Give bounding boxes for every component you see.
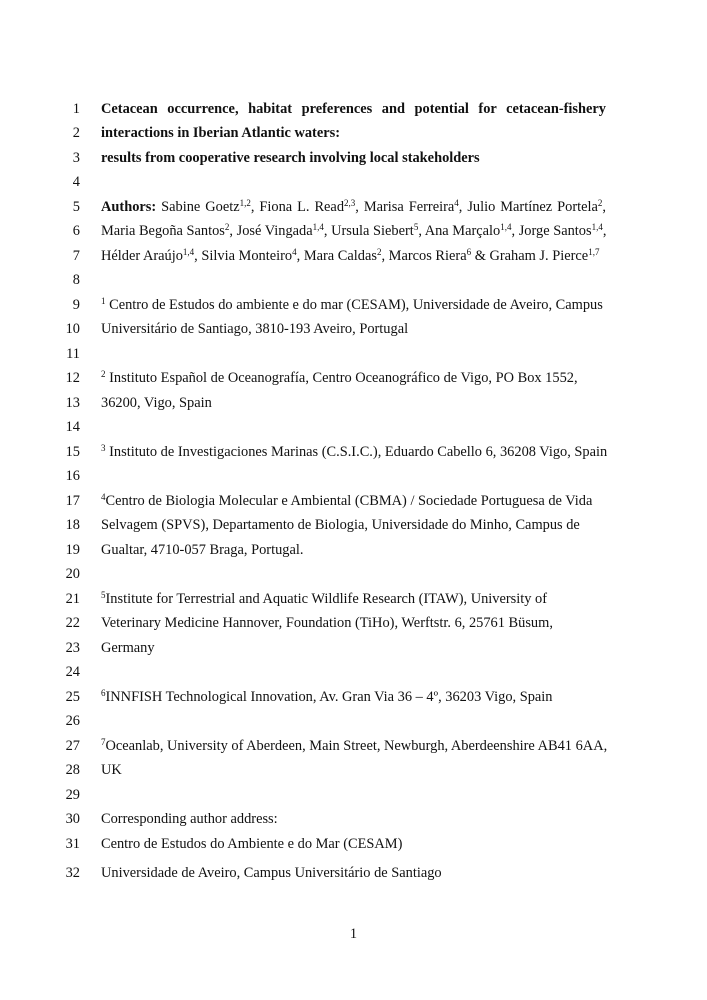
line-number: 14 <box>65 419 80 435</box>
author-affiliation: 2,3 <box>344 198 356 208</box>
line-number: 30 <box>65 811 80 827</box>
line-number: 24 <box>65 664 80 680</box>
line-15 <box>0 441 707 463</box>
line-number: 2 <box>72 125 80 141</box>
line-7 <box>0 245 707 267</box>
affiliation-6-line-1: $^6$INNFISH Technological Innovation, Av. Gran Via 36 – 4º, 36203 Vigo, Spain <box>101 688 553 705</box>
author-affiliation: 2 <box>597 198 603 208</box>
affiliation-1-line-1: $^1$ Centro de Estudos do ambiente e do mar (CESAM), Universidade de Aveiro, Campus <box>101 296 603 313</box>
author-affiliation: 4 <box>454 198 459 208</box>
author-affiliation: 4 <box>292 247 297 257</box>
affiliation-2-line-1: $^2$ Instituto Español de Oceanografía, Centro Oceanográfico de Vigo, PO Box 1552, <box>101 369 578 386</box>
line-29 <box>0 784 707 806</box>
line-23 <box>0 637 707 659</box>
affiliation-7-line-1: $^7$Oceanlab, University of Aberdeen, Main Street, Newburgh, Aberdeenshire AB41 6AA, <box>101 737 608 754</box>
line-number: 7 <box>72 248 80 264</box>
line-number: 8 <box>72 272 80 288</box>
author-name: Marcos Riera <box>388 248 467 264</box>
line-19 <box>0 539 707 561</box>
affiliation-number: 7 <box>101 737 106 747</box>
line-3 <box>0 147 707 169</box>
affiliation-number: 3 <box>101 443 106 453</box>
line-number: 15 <box>65 444 80 460</box>
affiliation-number: 4 <box>101 492 106 502</box>
author-name: Ursula Siebert <box>331 223 414 239</box>
line-number: 6 <box>72 223 80 239</box>
affiliation-5-line-1: $^5$Institute for Terrestrial and Aquatic Wildlife Research (ITAW), University of <box>101 590 548 607</box>
author-name: Maria Begoña Santos <box>101 223 225 239</box>
line-number: 22 <box>65 615 80 631</box>
affiliation-4-line-2: Selvagem (SPVS), Departamento de Biologia, Universidade do Minho, Campus de <box>101 517 580 533</box>
line-number: 11 <box>66 346 80 362</box>
author-affiliation: 2 <box>376 247 382 257</box>
author-name: Julio Martínez Portela <box>467 199 598 215</box>
line-5 <box>0 196 707 218</box>
line-2 <box>0 122 707 144</box>
line-9 <box>0 294 707 316</box>
title-line-1: Cetacean occurrence, habitat preferences and potential for cetacean-fishery <box>101 101 606 117</box>
line-number: 12 <box>65 370 80 386</box>
author-affiliation: 1,2 <box>239 198 251 208</box>
affiliation-2-line-2: 36200, Vigo, Spain <box>101 395 212 411</box>
author-name: Silvia Monteiro <box>201 248 293 264</box>
line-14 <box>0 416 707 438</box>
line-12 <box>0 367 707 389</box>
line-number: 25 <box>65 689 80 705</box>
line-13 <box>0 392 707 414</box>
authors-line-3: Hélder Araújo$^{1,4}$, Silvia Monteiro$^4$, Mara Caldas$^2$, Marcos Riera$^6$ & Graham J. Pierce$^{1,7}$ <box>101 247 600 264</box>
line-8 <box>0 269 707 291</box>
affiliation-1-line-2: Universitário de Santiago, 3810-193 Aveiro, Portugal <box>101 321 409 337</box>
line-number: 23 <box>65 640 80 656</box>
line-number: 4 <box>72 174 80 190</box>
line-22 <box>0 612 707 634</box>
line-20 <box>0 563 707 585</box>
author-name: Marisa Ferreira <box>363 199 455 215</box>
author-name: Fiona L. Read <box>259 199 345 215</box>
author-name: Jorge Santos <box>518 223 592 239</box>
affiliation-5-line-3: Germany <box>101 640 155 656</box>
author-name: Graham J. Pierce <box>489 248 589 264</box>
author-name: José Vingada <box>236 223 313 239</box>
corresponding-line-2: Universidade de Aveiro, Campus Universitário de Santiago <box>101 865 442 881</box>
line-27 <box>0 735 707 757</box>
title-line-2: interactions in Iberian Atlantic waters: <box>101 125 341 141</box>
affiliation-4-line-1: $^4$Centro de Biologia Molecular e Ambiental (CBMA) / Sociedade Portuguesa de Vida <box>101 492 593 509</box>
authors-line-1: Authors: Sabine Goetz$^{1,2}$, Fiona L. Read$^{2,3}$, Marisa Ferreira$^4$, Julio Martínez Portela$^2$, <box>101 198 606 215</box>
line-11 <box>0 343 707 365</box>
line-24 <box>0 661 707 683</box>
line-number: 27 <box>65 738 80 754</box>
affiliation-number: 2 <box>101 369 106 379</box>
line-31 <box>0 833 707 855</box>
authors-line-2: Maria Begoña Santos$^2$, José Vingada$^{1,4}$, Ursula Siebert$^5$, Ana Marçalo$^{1,4}$, Jorge Santos$^{1,4}$, <box>101 222 607 239</box>
author-name: Ana Marçalo <box>424 223 501 239</box>
line-21 <box>0 588 707 610</box>
affiliation-5-line-2: Veterinary Medicine Hannover, Foundation (TiHo), Werftstr. 6, 25761 Büsum, <box>101 615 553 631</box>
author-affiliation: 1,4 <box>591 222 603 232</box>
line-number: 19 <box>65 542 80 558</box>
line-number: 28 <box>65 762 80 778</box>
line-number: 29 <box>65 787 80 803</box>
author-affiliation: 6 <box>466 247 472 257</box>
line-25 <box>0 686 707 708</box>
line-number: 3 <box>72 150 80 166</box>
line-number: 17 <box>65 493 80 509</box>
author-name: Sabine Goetz <box>161 199 240 215</box>
authors-label: Authors: <box>101 199 157 215</box>
title-line-3: results from cooperative research involving local stakeholders <box>101 150 480 166</box>
affiliation-number: 5 <box>101 590 106 600</box>
line-number: 32 <box>65 865 80 881</box>
line-4 <box>0 171 707 193</box>
line-16 <box>0 465 707 487</box>
author-name: Hélder Araújo <box>101 248 183 264</box>
line-10 <box>0 318 707 340</box>
line-number: 18 <box>65 517 80 533</box>
line-number: 31 <box>65 836 80 852</box>
line-30 <box>0 808 707 830</box>
line-number: 26 <box>65 713 80 729</box>
line-number: 1 <box>72 101 80 117</box>
author-affiliation: 1,4 <box>500 222 512 232</box>
line-28 <box>0 759 707 781</box>
author-affiliation: 5 <box>413 222 419 232</box>
corresponding-line-1: Centro de Estudos do Ambiente e do Mar (CESAM) <box>101 836 403 852</box>
affiliation-4-line-3: Gualtar, 4710-057 Braga, Portugal. <box>101 542 304 558</box>
line-number: 9 <box>72 297 80 313</box>
line-18 <box>0 514 707 536</box>
author-affiliation: 1,4 <box>312 222 324 232</box>
line-number: 5 <box>72 199 80 215</box>
corresponding-heading: Corresponding author address: <box>101 811 278 827</box>
affiliation-7-line-2: UK <box>101 762 122 778</box>
line-1 <box>0 98 707 120</box>
line-number: 10 <box>65 321 80 337</box>
affiliation-number: 6 <box>101 688 106 698</box>
author-affiliation: 2 <box>224 222 230 232</box>
line-number: 21 <box>65 591 80 607</box>
author-affiliation: 1,4 <box>182 247 195 257</box>
line-17 <box>0 490 707 512</box>
line-32 <box>0 862 707 884</box>
line-number: 16 <box>65 468 80 484</box>
line-number: 13 <box>65 395 80 411</box>
line-number: 20 <box>65 566 80 582</box>
affiliation-number: 1 <box>101 296 106 306</box>
page-number: 1 <box>349 926 358 942</box>
line-26 <box>0 710 707 732</box>
line-6 <box>0 220 707 242</box>
author-name: Mara Caldas <box>303 248 377 264</box>
author-affiliation: 1,7 <box>588 247 600 257</box>
affiliation-3-line-1: $^3$ Instituto de Investigaciones Marinas (C.S.I.C.), Eduardo Cabello 6, 36208 Vigo, Spain <box>101 443 608 460</box>
